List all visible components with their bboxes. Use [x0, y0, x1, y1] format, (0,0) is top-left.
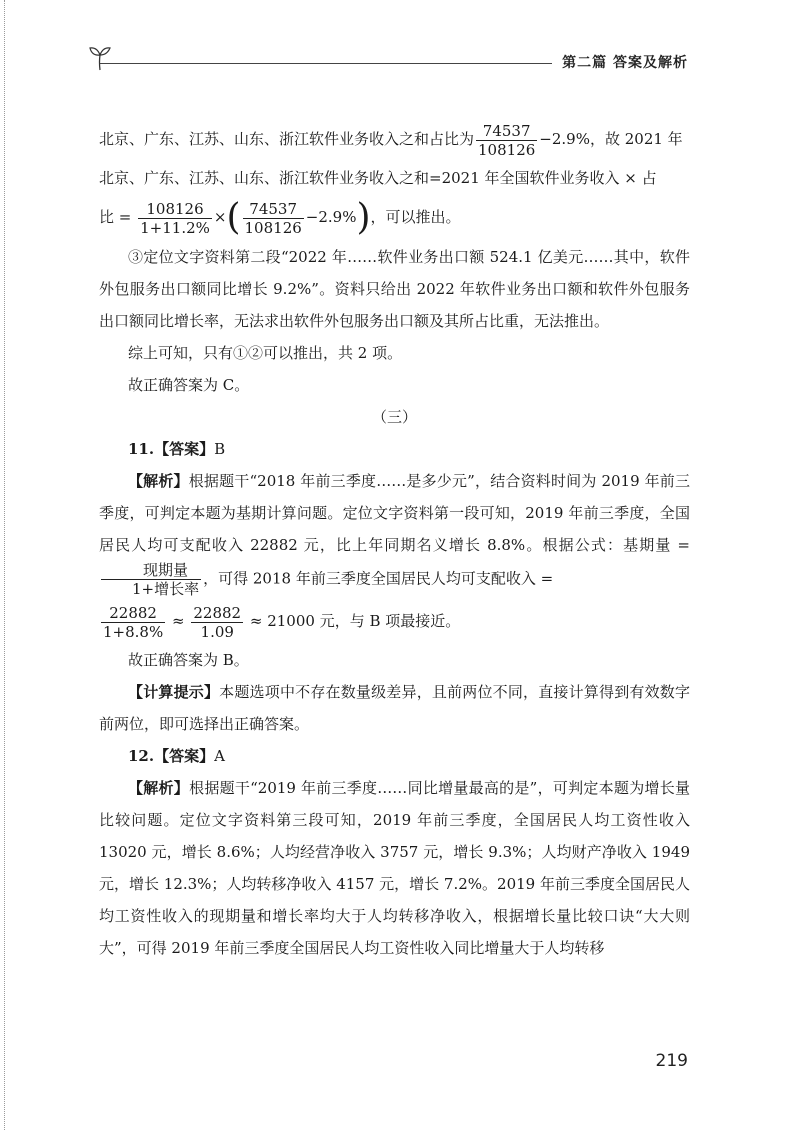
numerator: 74537	[476, 122, 537, 141]
analysis-text: 根据题干“2019 年前三季度……同比增量最高的是”，可判定本题为增长量比较问题。定位文字资料第三段可知，2019 年前三季度，全国居民人均工资性收入 13020 元，增长 8.6%；人均经营净收入 3757 元，增长 9.3%；人均财产净收入 1949 元，增长 12.3%；人均转移净收入 4157 元，增长 7.2%。2019 年前三季度全国居民人均工资性收入的现期量和增长率均大于人均转移净收入，根据增长量比较口诀“大大则大”，可得 2019 年前三季度全国居民人均工资性收入同比增量大于人均转移	[99, 779, 690, 957]
text: 北京、广东、江苏、山东、浙江软件业务收入之和占比为	[99, 130, 475, 148]
q11-calculation	[99, 598, 690, 644]
text: −2.9%，故 2021 年	[539, 130, 683, 148]
denominator: 1+增长率	[132, 580, 200, 598]
analysis-label: 【解析】	[128, 779, 190, 797]
analysis-text: ，可得 2018 年前三季度全国居民人均可支配收入 =	[203, 569, 554, 588]
fraction	[191, 604, 243, 641]
numerator: 108126	[138, 200, 212, 219]
numerator: 现期量	[101, 561, 201, 580]
numerator: 74537	[243, 200, 304, 219]
answer-value: B	[214, 440, 226, 458]
calc-result: ≈ 21000 元，与 B 项最接近。	[249, 612, 461, 630]
paragraph-answer: 故正确答案为 C。	[128, 376, 250, 394]
answer-label: 12.【答案】	[128, 747, 215, 765]
fraction	[138, 200, 212, 237]
analysis-label: 【解析】	[128, 472, 189, 490]
fraction	[101, 604, 165, 641]
paragraph-formula	[99, 194, 690, 241]
answer-label: 11.【答案】	[128, 440, 215, 458]
scan-edge-line	[4, 0, 5, 1130]
section-title: 第二篇 答案及解析	[562, 55, 688, 71]
analysis-text: 根据题干“2018 年前三季度……是多少元”，结合资料时间为 2019 年前三季度，可判定本题为基期计算问题。定位文字资料第一段可知，2019 年前三季度，全国居民人均可支配收入 22882 元，比上年同期名义增长 8.8%。根据公式：基期量 =	[99, 472, 690, 554]
numerator: 22882	[193, 603, 242, 622]
sprout-icon	[86, 42, 114, 72]
tip-text: 本题选项中不存在数量级差异，且前两位不同，直接计算得到有效数字前两位，即可选择出正确答案。	[99, 683, 690, 733]
text: 比 =	[99, 208, 132, 226]
answer-value: A	[214, 747, 225, 765]
header-rule	[100, 63, 552, 64]
denominator: 108126	[244, 218, 302, 237]
q11-conclusion: 故正确答案为 B。	[128, 651, 249, 669]
numerator: 22882	[101, 604, 165, 623]
tip-label: 【计算提示】	[128, 683, 220, 701]
fraction	[243, 200, 304, 237]
q11-analysis	[99, 465, 690, 598]
page-number: 219	[655, 1051, 688, 1071]
q12-answer	[99, 740, 690, 772]
page-body	[99, 116, 690, 964]
denominator: 1.09	[200, 622, 234, 641]
denominator: 1+11.2%	[140, 218, 210, 237]
q11-tip	[99, 676, 690, 740]
paragraph-item3: ③定位文字资料第二段“2022 年……软件业务出口额 524.1 亿美元……其中，软件外包服务出口额同比增长 9.2%”。资料只给出 2022 年软件业务出口额和软件外包服务出口额同比增长率，无法求出软件外包服务出口额及其所占比重，无法推出。	[99, 248, 690, 330]
page-header	[86, 42, 698, 76]
paragraph-sum: 北京、广东、江苏、山东、浙江软件业务收入之和=2021 年全国软件业务收入 × 占	[99, 169, 657, 187]
fraction	[476, 122, 537, 159]
q11-answer	[99, 433, 690, 465]
section-mark: （三）	[371, 408, 417, 426]
approx-sign: ≈	[172, 612, 185, 630]
left-paren: (	[226, 197, 241, 238]
paragraph-summary: 综上可知，只有①②可以推出，共 2 项。	[128, 344, 403, 362]
right-paren: )	[356, 197, 371, 238]
paragraph-ratio	[99, 116, 690, 162]
denominator: 108126	[478, 140, 536, 159]
times-sign: ×	[213, 208, 227, 226]
denominator: 1+8.8%	[103, 622, 164, 641]
q12-analysis	[99, 772, 690, 964]
text: ，可以推出。	[370, 208, 461, 226]
minus-term: −2.9%	[305, 208, 357, 226]
formula-fraction	[101, 561, 201, 598]
